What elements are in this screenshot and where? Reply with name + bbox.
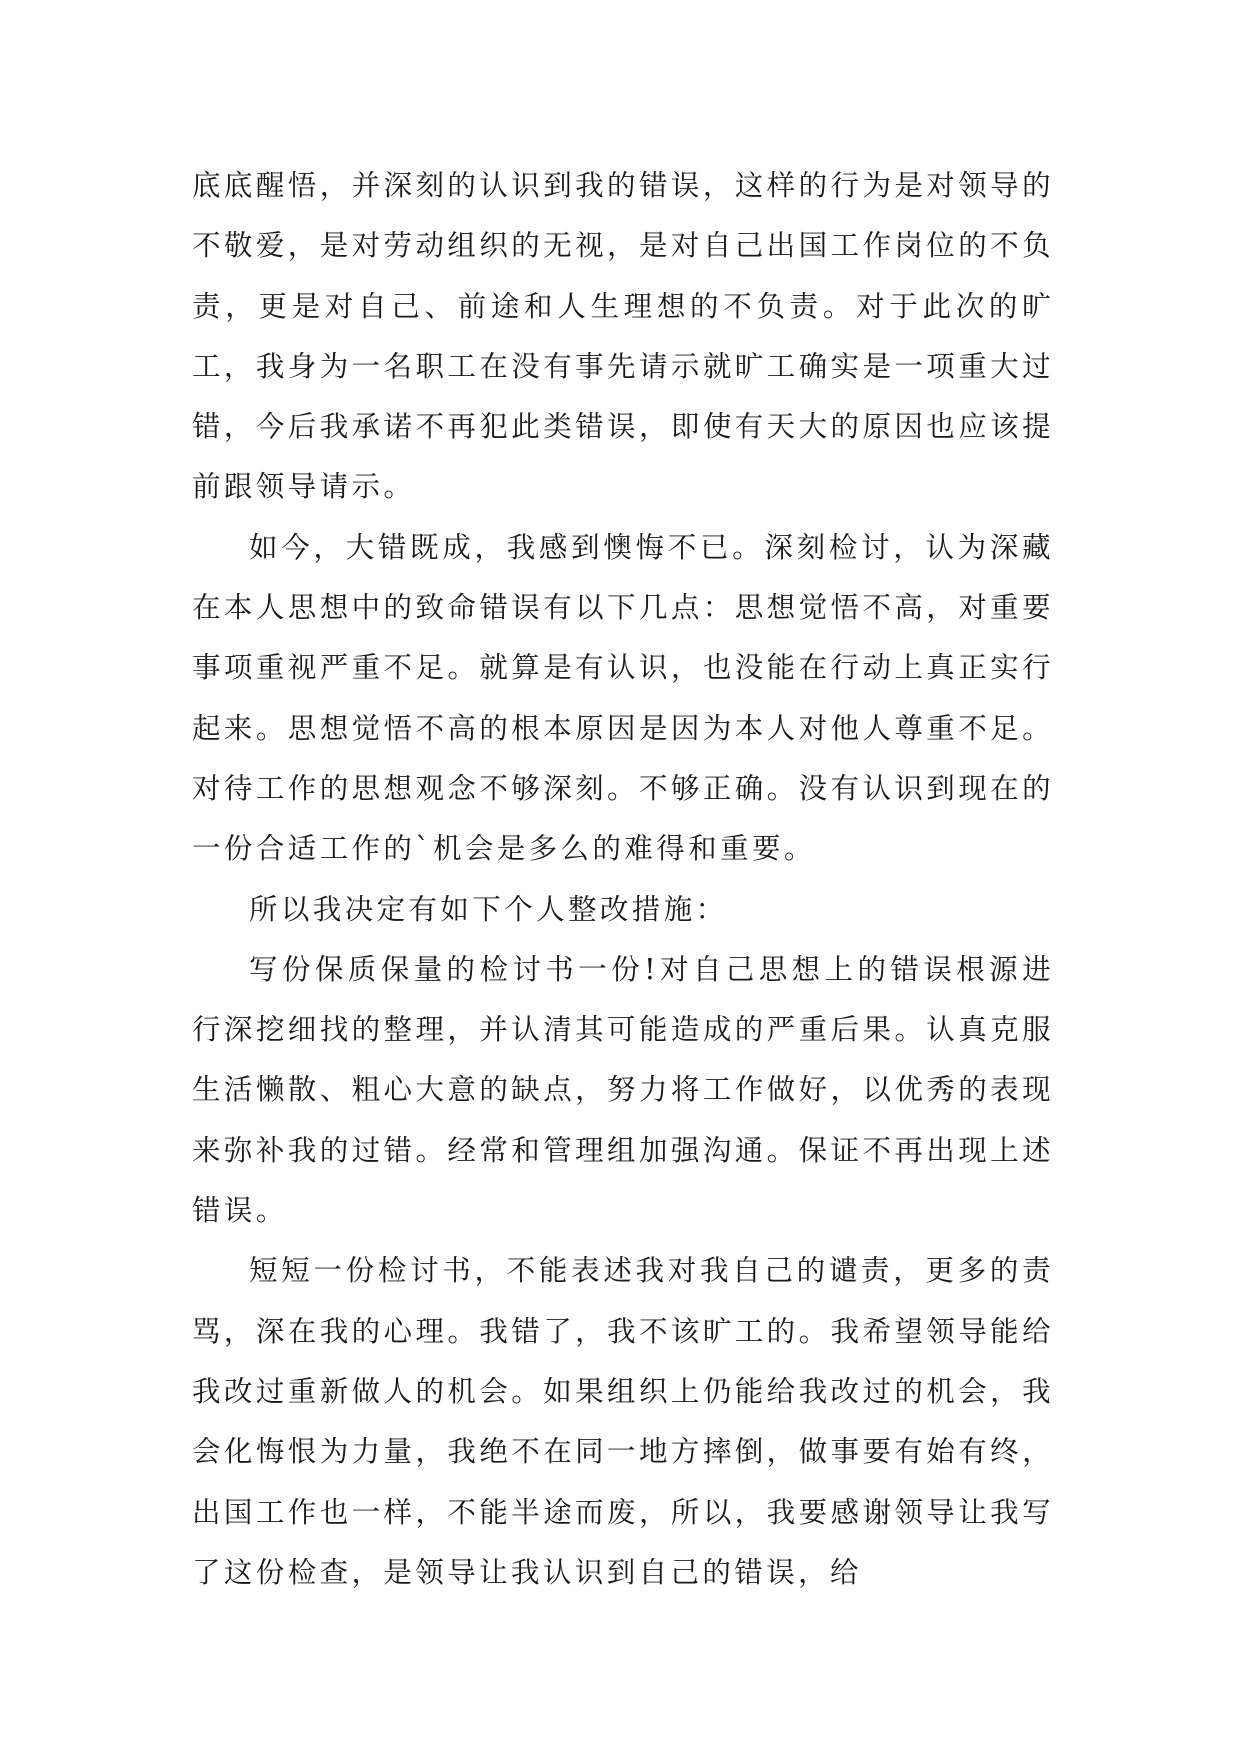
- paragraph-5: 短短一份检讨书，不能表述我对我自己的谴责，更多的责骂，深在我的心理。我错了，我不该旷工的。我希望领导能给我改过重新做人的机会。如果组织上仍能给我改过的机会，我会化悔恨为力量，我绝不在同一地方摔倒，做事要有始有终，出国工作也一样，不能半途而废，所以，我要感谢领导让我写了这份检查，是领导让我认识到自己的错误，给: [192, 1254, 1054, 1589]
- paragraph-2: 如今，大错既成，我感到懊悔不已。深刻检讨，认为深藏在本人思想中的致命错误有以下几点：思想觉悟不高，对重要事项重视严重不足。就算是有认识，也没能在行动上真正实行起来。思想觉悟不高的根本原因是因为本人对他人尊重不足。对待工作的思想观念不够深刻。不够正确。没有认识到现在的一份合适工作的`机会是多么的难得和重要。: [192, 530, 1054, 866]
- paragraph-4: 写份保质保量的检讨书一份!对自己思想上的错误根源进行深挖细找的整理，并认清其可能造成的严重后果。认真克服生活懒散、粗心大意的缺点，努力将工作做好，以优秀的表现来弥补我的过错。经常和管理组加强沟通。保证不再出现上述错误。: [192, 952, 1054, 1228]
- document-body: [192, 156, 1054, 1603]
- paragraph-3: 所以我决定有如下个人整改措施：: [249, 892, 728, 926]
- paragraph-1: 底底醒悟，并深刻的认识到我的错误，这样的行为是对领导的不敬爱，是对劳动组织的无视，是对自己出国工作岗位的不负责，更是对自己、前途和人生理想的不负责。对于此次的旷工，我身为一名职工在没有事先请示就旷工确实是一项重大过错，今后我承诺不再犯此类错误，即使有天大的原因也应该提前跟领导请示。: [192, 169, 1054, 504]
